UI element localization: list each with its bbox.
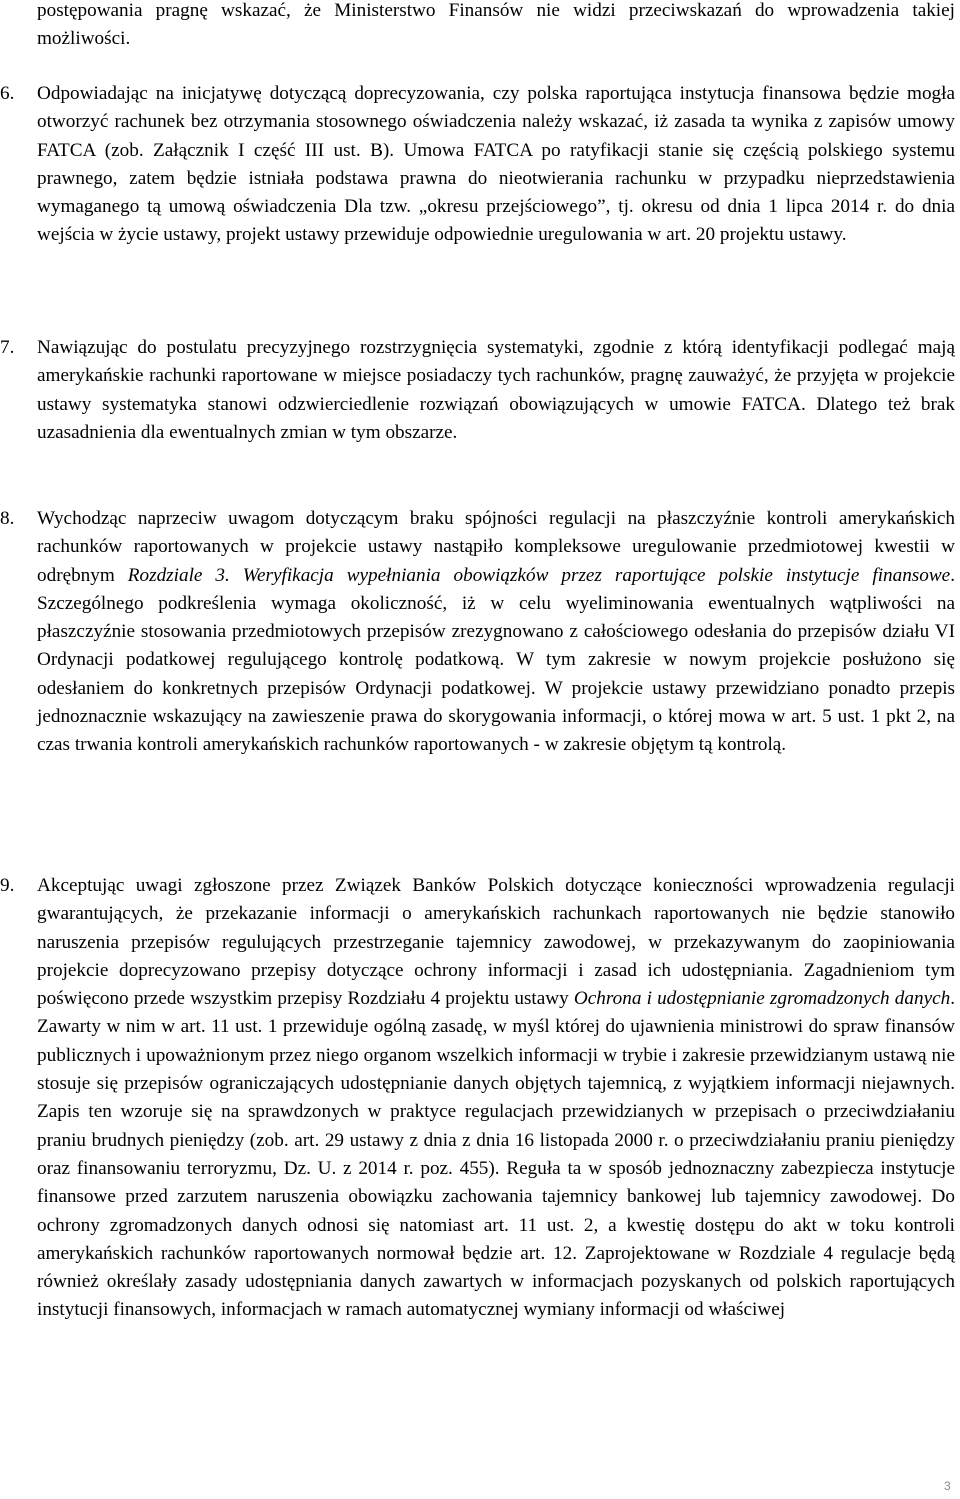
page-number: 3 [944, 1479, 951, 1493]
paragraph-text-italic: Rozdziale 3. Weryfikacja wypełniania obowiązków przez raportujące polskie instytucje finansowe [127, 564, 951, 586]
paragraph-text: Wychodząc naprzeciw uwagom dotyczącym braku spójności regulacji na płaszczyźnie kontroli amerykańskich rachunków raportowanych w projekcie ustawy nastąpiło kompleksowe uregulowanie przedmiotowej kwestii w odrębnym [37, 508, 955, 586]
continuation-text: postępowania pragnę wskazać, że Ministerstwo Finansów nie widzi przeciwskazań do wprowadzenia takiej możliwości. [37, 0, 955, 50]
paragraph-text: Nawiązując do postulatu precyzyjnego rozstrzygnięcia systematyki, zgodnie z którą identyfikacji podlegać mają amerykańskie rachunki raportowane w miejsce posiadaczy tych rachunków, pragnę zauważyć, że przyjęta w projekcie ustawy systematyka stanowi odzwierciedlenie rozwiązań obowiązujących w umowie FATCA. Dlatego też brak uzasadnienia dla ewentualnych zmian w tym obszarze. [37, 337, 955, 443]
paragraph-8 [0, 505, 955, 760]
continuation-paragraph [37, 0, 955, 54]
paragraph-number: 6. [0, 83, 15, 104]
paragraph-number: 7. [0, 337, 15, 358]
paragraph-6 [0, 80, 955, 250]
paragraph-text: Odpowiadając na inicjatywę dotyczącą doprecyzowania, czy polska raportująca instytucja finansowa będzie mogła otworzyć rachunek bez otrzymania stosownego oświadczenia należy wskazać, iż zasada ta wynika z zapisów umowy FATCA (zob. Załącznik I część III ust. B). Umowa FATCA po ratyfikacji stanie się częścią polskiego systemu prawnego, zatem będzie istniała podstawa prawna do nieotwierania rachunku w przypadku nieprzedstawienia wymaganego tą umową oświadczenia Dla tzw. „okresu przejściowego”, tj. okresu od dnia 1 lipca 2014 r. do dnia wejścia w życie ustawy, projekt ustawy przewiduje odpowiednie uregulowania w art. 20 projektu ustawy. [37, 83, 955, 246]
paragraph-number: 8. [0, 508, 15, 529]
paragraph-number: 9. [0, 875, 15, 896]
paragraph-9 [0, 872, 955, 1325]
paragraph-text: . Zawarty w nim w art. 11 ust. 1 przewiduje ogólną zasadę, w myśl której do ujawnienia ministrowi do spraw finansów publicznych i upoważnionym przez niego organom wszelkich informacji w trybie i zakresie przewidzianym ustawą nie stosuje się przepisów ograniczających udostępnianie danych objętych tajemnicą, z wyjątkiem informacji niejawnych. Zapis ten wzoruje się na sprawdzonych w praktyce regulacjach przewidzianych w przepisach o przeciwdziałaniu praniu brudnych pieniędzy (zob. art. 29 ustawy z dnia z dnia 16 listopada 2000 r. o przeciwdziałaniu praniu pieniędzy oraz finansowaniu terroryzmu, Dz. U. z 2014 r. poz. 455). Reguła ta w sposób jednoznaczny zabezpiecza instytucje finansowe przed zarzutem naruszenia obowiązku zachowania tajemnicy bankowej lub tajemnicy zawodowej. Do ochrony zgromadzonych danych odnosi się natomiast art. 11 ust. 2, a kwestię dostępu do akt w toku kontroli amerykańskich rachunków raportowanych normował będzie art. 12. Zaprojektowane w Rozdziale 4 regulacje będą również określały zasady udostępniania danych zawartych w informacjach pozyskanych od polskich raportujących instytucji finansowych, informacjach w ramach automatycznej wymiany informacji od właściwej [37, 988, 955, 1321]
paragraph-text-italic: Ochrona i udostępnianie zgromadzonych danych [573, 988, 951, 1010]
paragraph-7 [0, 334, 955, 447]
paragraph-text: Akceptując uwagi zgłoszone przez Związek Banków Polskich dotyczące konieczności wprowadzenia regulacji gwarantujących, że przekazanie informacji o amerykańskich rachunkach raportowanych nie będzie stanowiło naruszenia przepisów regulujących przestrzeganie tajemnicy zawodowej, w przekazywanym do zaopiniowania projekcie doprecyzowano przepisy dotyczące ochrony informacji i zasad ich udostępniania. Zagadnieniom tym poświęcono przede wszystkim przepisy Rozdziału 4 projektu ustawy [37, 875, 955, 1010]
paragraph-text: . Szczególnego podkreślenia wymaga okoliczność, iż w celu wyeliminowania ewentualnych wątpliwości na płaszczyźnie stosowania przedmiotowych przepisów zrezygnowano z całościowego odesłania do przepisów działu VI Ordynacji podatkowej regulującego kontrolę podatkową. W tym zakresie w nowym projekcie posłużono się odesłaniem do konkretnych przepisów Ordynacji podatkowej. W projekcie ustawy przewidziano ponadto przepis jednoznacznie wskazujący na zawieszenie prawa do skorygowania informacji, o której mowa w art. 5 ust. 1 pkt 2, na czas trwania kontroli amerykańskich rachunków raportowanych - w zakresie objętym tą kontrolą. [37, 564, 955, 756]
